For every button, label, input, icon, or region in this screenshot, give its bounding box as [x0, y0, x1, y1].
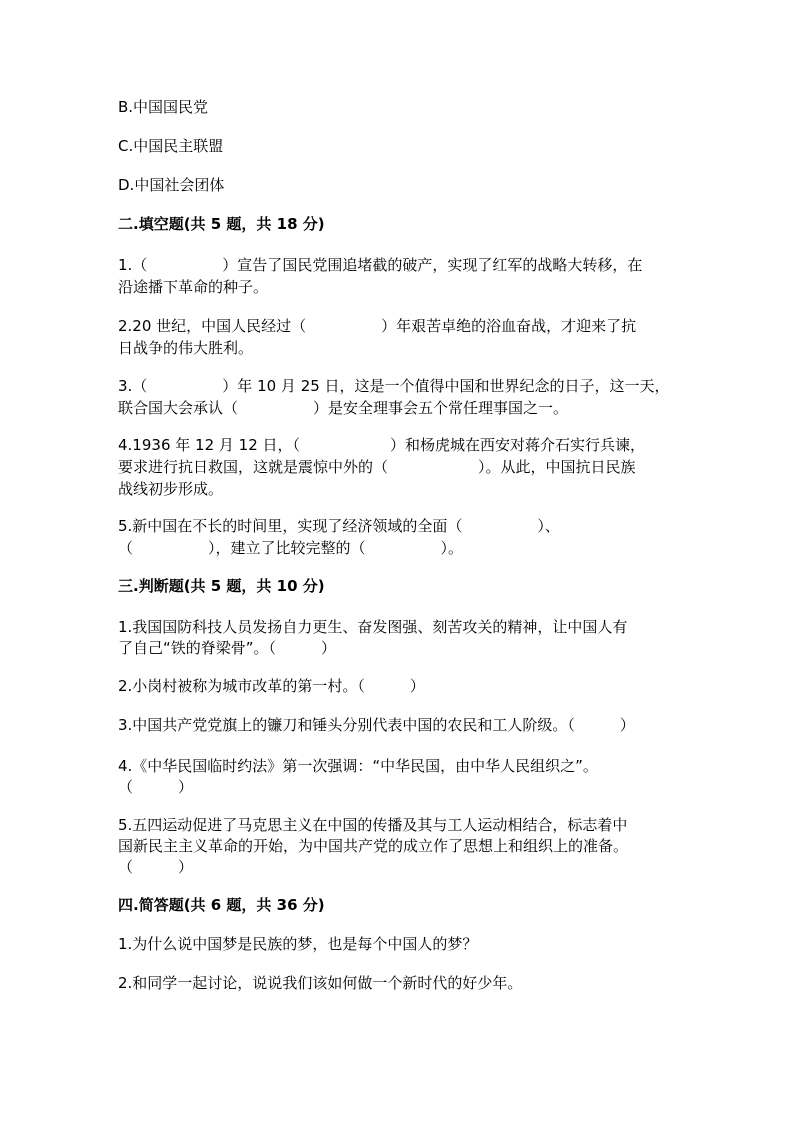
judge-question-1-line-1: 1.我国国防科技人员发扬自力更生、奋发图强、刻苦攻关的精神，让中国人有 [118, 618, 628, 636]
fill-question-3-line-1: 3.（ ）年 10 月 25 日，这是一个值得中国和世界纪念的日子，这一天， [118, 377, 670, 395]
judge-question-5-line-3: （ ） [118, 858, 194, 876]
section-heading-true-false: 三.判断题(共 5 题，共 10 分) [118, 577, 325, 595]
fill-question-4-line-2: 要求进行抗日救国，这就是震惊中外的（ ）。从此，中国抗日民族 [118, 458, 636, 476]
section-heading-fill-blank: 二.填空题(共 5 题，共 18 分) [118, 215, 325, 233]
fill-question-3-line-2: 联合国大会承认（ ）是安全理事会五个常任理事国之一。 [118, 399, 569, 417]
fill-question-4-line-1: 4.1936 年 12 月 12 日，（ ）和杨虎城在西安对蒋介石实行兵谏， [118, 436, 646, 454]
fill-question-5-line-2: （ ），建立了比较完整的（ ）。 [118, 539, 464, 557]
fill-question-2-line-1: 2.20 世纪，中国人民经过（ ）年艰苦卓绝的浴血奋战，才迎来了抗 [118, 317, 637, 335]
judge-question-3: 3.中国共产党党旗上的镰刀和锤头分别代表中国的农民和工人阶级。（ ） [118, 716, 635, 734]
fill-question-2-line-2: 日战争的伟大胜利。 [118, 339, 254, 357]
option-c: C.中国民主联盟 [118, 137, 224, 155]
judge-question-5-line-2: 国新民主主义革命的开始，为中国共产党的成立作了思想上和组织上的准备。 [118, 837, 629, 855]
fill-question-1-line-1: 1.（ ）宣告了国民党围追堵截的破产，实现了红军的战略大转移，在 [118, 256, 643, 274]
fill-question-4-line-3: 战线初步形成。 [118, 480, 224, 498]
judge-question-2: 2.小岗村被称为城市改革的第一村。（ ） [118, 677, 425, 695]
answer-question-1: 1.为什么说中国梦是民族的梦，也是每个中国人的梦？ [118, 935, 478, 953]
judge-question-4-line-2: （ ） [118, 778, 194, 796]
option-d: D.中国社会团体 [118, 176, 225, 194]
judge-question-4-line-1: 4.《中华民国临时约法》第一次强调：“中华民国，由中华人民组织之”。 [118, 757, 598, 775]
option-b: B.中国国民党 [118, 98, 209, 116]
judge-question-1-line-2: 了自己“铁的脊梁骨”。（ ） [118, 639, 337, 657]
section-heading-short-answer: 四.简答题(共 6 题，共 36 分) [118, 896, 325, 914]
answer-question-2: 2.和同学一起讨论，说说我们该如何做一个新时代的好少年。 [118, 974, 523, 992]
fill-question-5-line-1: 5.新中国在不长的时间里，实现了经济领域的全面（ ）、 [118, 517, 560, 535]
judge-question-5-line-1: 5.五四运动促进了马克思主义在中国的传播及其与工人运动相结合，标志着中 [118, 816, 628, 834]
fill-question-1-line-2: 沿途播下革命的种子。 [118, 278, 269, 296]
